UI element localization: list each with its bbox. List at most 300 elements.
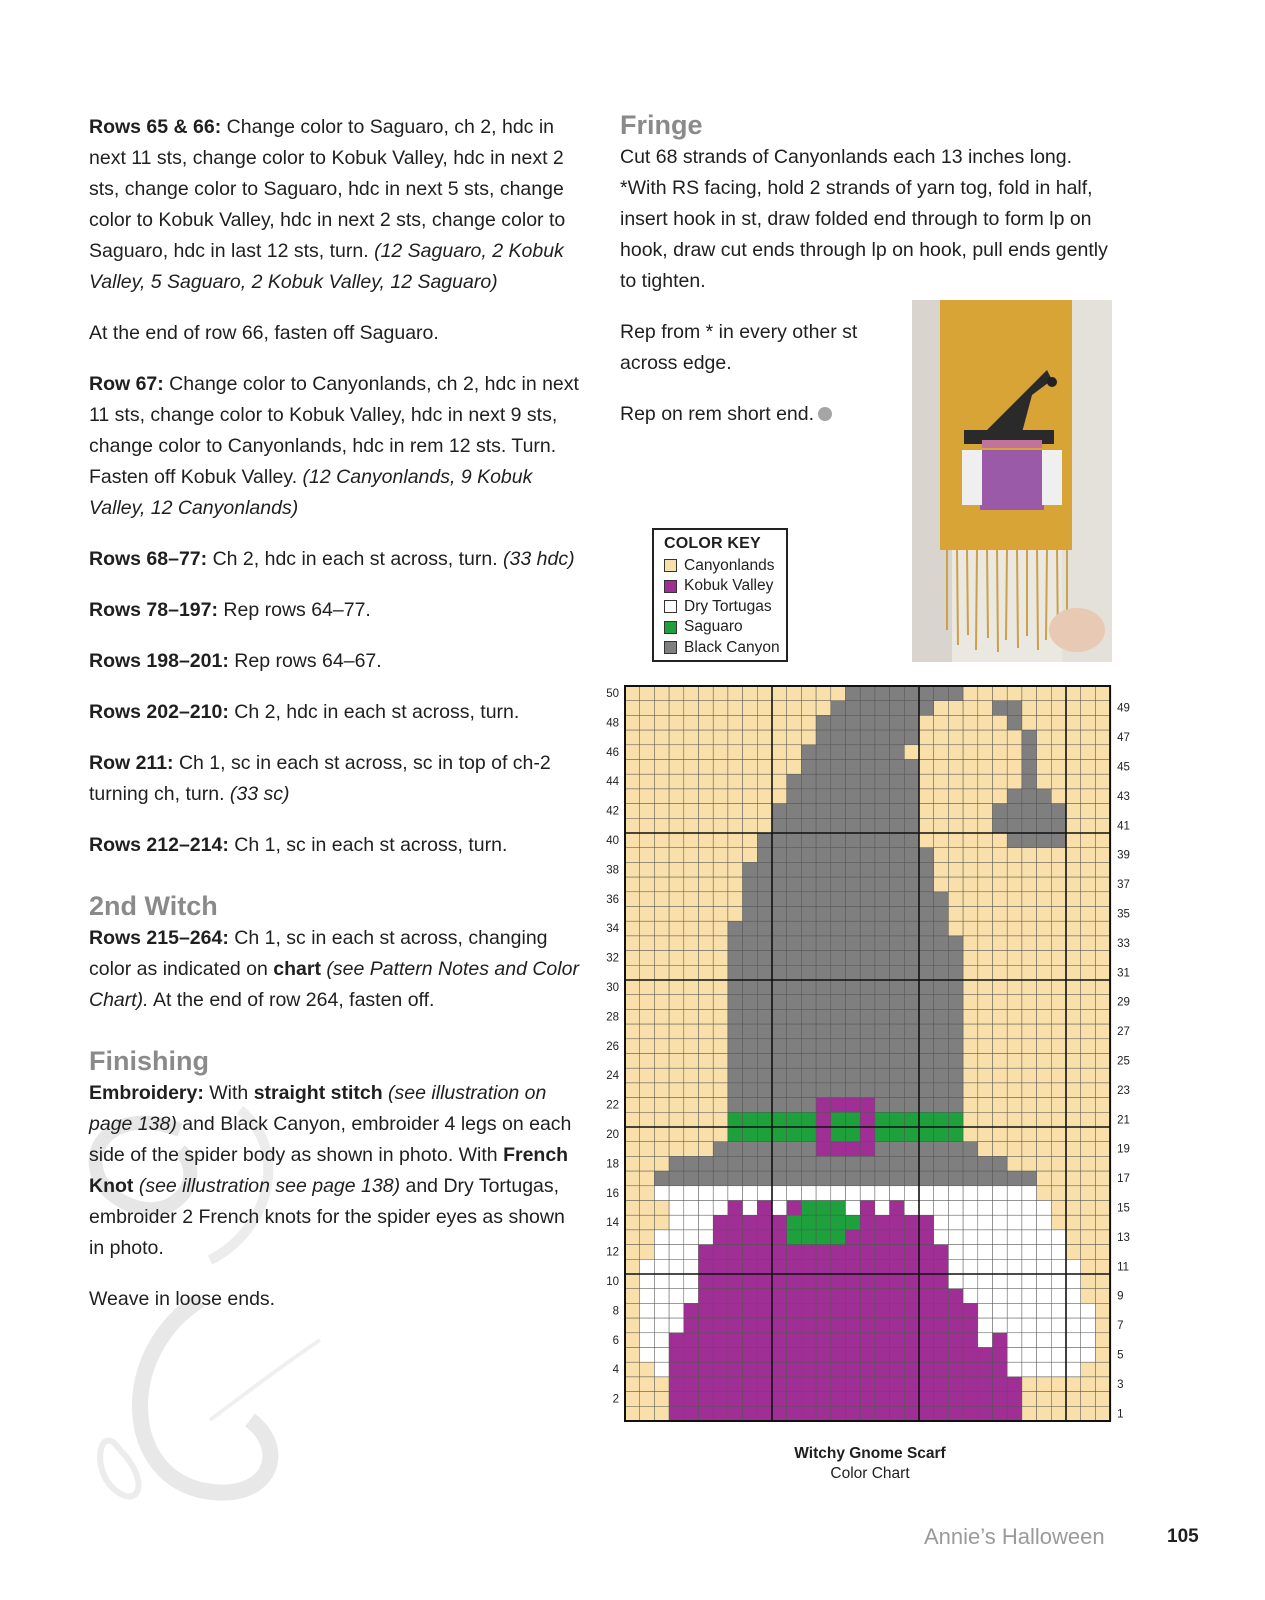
chart-cell — [699, 877, 714, 892]
chart-cell — [801, 1054, 816, 1069]
chart-cell — [757, 1303, 772, 1318]
chart-cell — [1022, 745, 1037, 760]
chart-cell — [669, 995, 684, 1010]
chart-cell — [904, 1156, 919, 1171]
chart-cell — [801, 730, 816, 745]
chart-cell — [875, 951, 890, 966]
chart-cell — [934, 1098, 949, 1113]
chart-cell — [625, 730, 640, 745]
chart-cell — [831, 1348, 846, 1363]
chart-cell — [1022, 1068, 1037, 1083]
chart-cell — [1081, 892, 1096, 907]
chart-cell — [1051, 1024, 1066, 1039]
chart-cell — [640, 862, 655, 877]
chart-cell — [640, 995, 655, 1010]
chart-cell — [1066, 848, 1081, 863]
chart-cell — [816, 1318, 831, 1333]
rows-212-214-instruction: Rows 212–214: Ch 1, sc in each st across, turn. — [89, 834, 508, 856]
chart-cell — [1095, 774, 1110, 789]
chart-cell — [934, 951, 949, 966]
chart-cell — [772, 1024, 787, 1039]
chart-row-label-left: 12 — [606, 1246, 619, 1259]
color-key-item: Saguaro — [664, 617, 786, 638]
chart-cell — [654, 1156, 669, 1171]
chart-cell — [654, 1348, 669, 1363]
chart-cell — [772, 1009, 787, 1024]
chart-cell — [890, 877, 905, 892]
chart-cell — [978, 1083, 993, 1098]
chart-cell — [816, 1215, 831, 1230]
chart-cell — [713, 1156, 728, 1171]
chart-cell — [846, 921, 861, 936]
chart-cell — [1066, 1215, 1081, 1230]
chart-cell — [978, 848, 993, 863]
chart-cell — [875, 730, 890, 745]
end-dot-icon — [818, 407, 832, 421]
chart-cell — [978, 1318, 993, 1333]
chart-cell — [1066, 1377, 1081, 1392]
chart-cell — [919, 1068, 934, 1083]
chart-cell — [1066, 921, 1081, 936]
chart-cell — [625, 1127, 640, 1142]
chart-cell — [684, 980, 699, 995]
chart-cell — [787, 804, 802, 819]
chart-cell — [1037, 1024, 1052, 1039]
chart-cell — [728, 862, 743, 877]
chart-cell — [993, 965, 1008, 980]
chart-cell — [772, 774, 787, 789]
chart-cell — [669, 715, 684, 730]
chart-cell — [699, 1156, 714, 1171]
chart-cell — [904, 818, 919, 833]
chart-cell — [1007, 789, 1022, 804]
chart-cell — [934, 907, 949, 922]
chart-cell — [728, 1348, 743, 1363]
chart-cell — [713, 833, 728, 848]
chart-cell — [625, 1039, 640, 1054]
chart-cell — [801, 892, 816, 907]
chart-cell — [1081, 995, 1096, 1010]
chart-cell — [860, 1112, 875, 1127]
chart-cell — [728, 1274, 743, 1289]
chart-cell — [699, 965, 714, 980]
chart-cell — [919, 1024, 934, 1039]
chart-cell — [963, 1289, 978, 1304]
chart-cell — [669, 1054, 684, 1069]
chart-row-label-right: 37 — [1117, 879, 1130, 892]
chart-cell — [728, 833, 743, 848]
chart-cell — [1037, 745, 1052, 760]
chart-cell — [816, 995, 831, 1010]
chart-cell — [743, 862, 758, 877]
chart-cell — [1022, 1112, 1037, 1127]
chart-cell — [1095, 1303, 1110, 1318]
chart-cell — [934, 1186, 949, 1201]
chart-cell — [787, 877, 802, 892]
chart-cell — [1007, 848, 1022, 863]
chart-cell — [684, 1318, 699, 1333]
chart-cell — [625, 951, 640, 966]
chart-cell — [787, 1348, 802, 1363]
chart-cell — [757, 1009, 772, 1024]
chart-cell — [713, 877, 728, 892]
chart-cell — [860, 862, 875, 877]
chart-cell — [1037, 818, 1052, 833]
chart-cell — [978, 1201, 993, 1216]
chart-cell — [684, 892, 699, 907]
chart-cell — [1007, 804, 1022, 819]
chart-cell — [1095, 862, 1110, 877]
chart-cell — [1037, 862, 1052, 877]
chart-cell — [654, 1201, 669, 1216]
chart-cell — [743, 995, 758, 1010]
chart-cell — [743, 936, 758, 951]
chart-cell — [1037, 1215, 1052, 1230]
chart-cell — [919, 907, 934, 922]
chart-cell — [816, 1348, 831, 1363]
chart-cell — [860, 1054, 875, 1069]
chart-cell — [816, 686, 831, 701]
chart-cell — [787, 1318, 802, 1333]
chart-cell — [831, 921, 846, 936]
chart-cell — [713, 936, 728, 951]
chart-row-label-left: 50 — [606, 688, 619, 701]
chart-cell — [919, 1054, 934, 1069]
chart-cell — [919, 1215, 934, 1230]
chart-cell — [787, 862, 802, 877]
chart-cell — [1095, 1230, 1110, 1245]
chart-cell — [728, 1362, 743, 1377]
chart-cell — [640, 1318, 655, 1333]
chart-cell — [640, 921, 655, 936]
chart-cell — [1081, 1156, 1096, 1171]
chart-cell — [1095, 921, 1110, 936]
chart-cell — [684, 1054, 699, 1069]
chart-cell — [904, 965, 919, 980]
chart-cell — [625, 1142, 640, 1157]
chart-cell — [993, 951, 1008, 966]
chart-cell — [1022, 936, 1037, 951]
chart-cell — [728, 1039, 743, 1054]
chart-cell — [948, 980, 963, 995]
chart-cell — [801, 921, 816, 936]
chart-cell — [1007, 1215, 1022, 1230]
chart-cell — [772, 1348, 787, 1363]
chart-cell — [757, 921, 772, 936]
chart-cell — [978, 951, 993, 966]
chart-cell — [904, 1127, 919, 1142]
chart-cell — [801, 1039, 816, 1054]
chart-cell — [728, 1171, 743, 1186]
chart-cell — [654, 1333, 669, 1348]
chart-cell — [743, 1215, 758, 1230]
chart-cell — [978, 1127, 993, 1142]
chart-cell — [993, 1098, 1008, 1113]
rep-short-end-note: Rep on rem short end. — [620, 399, 1110, 430]
chart-cell — [801, 1068, 816, 1083]
chart-cell — [640, 1259, 655, 1274]
chart-cell — [948, 730, 963, 745]
chart-cell — [1037, 1171, 1052, 1186]
chart-cell — [1095, 1054, 1110, 1069]
chart-cell — [801, 936, 816, 951]
chart-cell — [728, 730, 743, 745]
chart-cell — [728, 1127, 743, 1142]
chart-cell — [904, 1289, 919, 1304]
chart-cell — [846, 1171, 861, 1186]
chart-cell — [787, 995, 802, 1010]
chart-cell — [890, 730, 905, 745]
chart-cell — [1066, 1127, 1081, 1142]
chart-cell — [1007, 1098, 1022, 1113]
chart-cell — [963, 1377, 978, 1392]
chart-cell — [1081, 965, 1096, 980]
chart-cell — [846, 1348, 861, 1363]
chart-cell — [654, 1362, 669, 1377]
chart-cell — [1095, 1348, 1110, 1363]
chart-cell — [713, 995, 728, 1010]
chart-cell — [1007, 1392, 1022, 1407]
chart-cell — [1051, 1348, 1066, 1363]
chart-cell — [743, 848, 758, 863]
chart-cell — [978, 1348, 993, 1363]
chart-cell — [654, 745, 669, 760]
chart-cell — [860, 848, 875, 863]
chart-cell — [728, 1201, 743, 1216]
chart-cell — [860, 760, 875, 775]
chart-cell — [699, 789, 714, 804]
chart-cell — [919, 1142, 934, 1157]
chart-cell — [963, 1245, 978, 1260]
chart-cell — [831, 1171, 846, 1186]
chart-cell — [875, 848, 890, 863]
chart-cell — [713, 1127, 728, 1142]
chart-cell — [1037, 1333, 1052, 1348]
chart-cell — [890, 1215, 905, 1230]
chart-row-label-right: 49 — [1117, 702, 1130, 715]
chart-cell — [978, 701, 993, 716]
chart-cell — [1066, 1303, 1081, 1318]
chart-cell — [904, 1039, 919, 1054]
chart-cell — [1081, 745, 1096, 760]
chart-cell — [1051, 1377, 1066, 1392]
chart-cell — [743, 745, 758, 760]
chart-cell — [1037, 1303, 1052, 1318]
chart-cell — [1007, 892, 1022, 907]
chart-cell — [816, 965, 831, 980]
chart-cell — [875, 1245, 890, 1260]
chart-cell — [801, 1362, 816, 1377]
chart-cell — [669, 1392, 684, 1407]
chart-cell — [831, 833, 846, 848]
chart-cell — [1081, 804, 1096, 819]
chart-cell — [934, 1274, 949, 1289]
chart-cell — [713, 1333, 728, 1348]
chart-cell — [1066, 1142, 1081, 1157]
chart-cell — [757, 1259, 772, 1274]
chart-cell — [1007, 1068, 1022, 1083]
chart-cell — [846, 980, 861, 995]
chart-cell — [904, 1068, 919, 1083]
chart-cell — [699, 1083, 714, 1098]
chart-cell — [1037, 1098, 1052, 1113]
chart-cell — [890, 715, 905, 730]
chart-cell — [904, 862, 919, 877]
chart-cell — [1081, 921, 1096, 936]
chart-cell — [948, 1362, 963, 1377]
chart-cell — [801, 877, 816, 892]
chart-cell — [728, 995, 743, 1010]
chart-cell — [919, 1406, 934, 1421]
chart-cell — [816, 1230, 831, 1245]
chart-cell — [787, 1230, 802, 1245]
chart-cell — [831, 1127, 846, 1142]
chart-cell — [1007, 1201, 1022, 1216]
chart-cell — [1051, 980, 1066, 995]
chart-cell — [846, 848, 861, 863]
chart-cell — [978, 1215, 993, 1230]
chart-cell — [993, 1201, 1008, 1216]
chart-cell — [1007, 1156, 1022, 1171]
chart-cell — [1095, 936, 1110, 951]
chart-cell — [787, 1392, 802, 1407]
chart-row-label-left: 32 — [606, 952, 619, 965]
chart-cell — [772, 1171, 787, 1186]
chart-cell — [743, 1274, 758, 1289]
chart-cell — [831, 1142, 846, 1157]
chart-cell — [934, 1171, 949, 1186]
chart-cell — [713, 1068, 728, 1083]
chart-cell — [713, 789, 728, 804]
chart-cell — [846, 1068, 861, 1083]
chart-cell — [934, 1024, 949, 1039]
chart-cell — [919, 1156, 934, 1171]
chart-cell — [963, 1127, 978, 1142]
chart-cell — [904, 1230, 919, 1245]
chart-cell — [1022, 715, 1037, 730]
chart-cell — [625, 1289, 640, 1304]
chart-cell — [890, 995, 905, 1010]
chart-cell — [978, 1112, 993, 1127]
chart-cell — [684, 1039, 699, 1054]
chart-cell — [654, 760, 669, 775]
chart-cell — [831, 760, 846, 775]
chart-cell — [1007, 1333, 1022, 1348]
chart-cell — [772, 1127, 787, 1142]
chart-row-label-right: 29 — [1117, 996, 1130, 1009]
chart-cell — [904, 1215, 919, 1230]
chart-cell — [948, 1377, 963, 1392]
chart-cell — [875, 1348, 890, 1363]
chart-cell — [1022, 1259, 1037, 1274]
chart-cell — [875, 1083, 890, 1098]
chart-cell — [1007, 745, 1022, 760]
chart-cell — [1022, 1318, 1037, 1333]
chart-cell — [1022, 1098, 1037, 1113]
chart-cell — [801, 1083, 816, 1098]
chart-cell — [860, 1156, 875, 1171]
chart-cell — [831, 892, 846, 907]
chart-cell — [728, 818, 743, 833]
chart-cell — [1081, 936, 1096, 951]
chart-cell — [669, 907, 684, 922]
chart-cell — [1066, 1112, 1081, 1127]
color-key-item: Dry Tortugas — [664, 597, 786, 618]
chart-cell — [875, 1392, 890, 1407]
chart-cell — [978, 1274, 993, 1289]
chart-cell — [669, 1127, 684, 1142]
chart-cell — [757, 1083, 772, 1098]
chart-cell — [801, 760, 816, 775]
chart-cell — [963, 1333, 978, 1348]
chart-cell — [757, 1289, 772, 1304]
chart-cell — [728, 1377, 743, 1392]
chart-cell — [919, 1098, 934, 1113]
chart-cell — [831, 818, 846, 833]
chart-cell — [772, 686, 787, 701]
chart-cell — [1037, 1039, 1052, 1054]
chart-cell — [1081, 1112, 1096, 1127]
chart-cell — [963, 1083, 978, 1098]
chart-cell — [728, 701, 743, 716]
chart-cell — [1007, 818, 1022, 833]
chart-row-label-left: 30 — [606, 982, 619, 995]
chart-cell — [654, 1024, 669, 1039]
chart-cell — [816, 936, 831, 951]
chart-cell — [669, 848, 684, 863]
chart-row-label-right: 7 — [1117, 1320, 1124, 1333]
chart-cell — [669, 1024, 684, 1039]
chart-cell — [699, 1142, 714, 1157]
chart-cell — [948, 833, 963, 848]
color-swatch — [664, 621, 677, 634]
chart-cell — [978, 936, 993, 951]
chart-cell — [831, 1318, 846, 1333]
chart-cell — [772, 701, 787, 716]
chart-cell — [699, 818, 714, 833]
chart-cell — [1022, 1201, 1037, 1216]
chart-row-label-left: 44 — [606, 776, 619, 789]
chart-cell — [669, 1230, 684, 1245]
chart-cell — [787, 1171, 802, 1186]
chart-cell — [993, 1215, 1008, 1230]
chart-cell — [699, 1377, 714, 1392]
chart-cell — [816, 1377, 831, 1392]
chart-cell — [1066, 1259, 1081, 1274]
chart-cell — [801, 1186, 816, 1201]
chart-cell — [963, 686, 978, 701]
chart-cell — [1037, 1112, 1052, 1127]
chart-cell — [743, 1362, 758, 1377]
chart-cell — [860, 1083, 875, 1098]
chart-cell — [654, 1318, 669, 1333]
chart-cell — [1051, 1156, 1066, 1171]
chart-cell — [1095, 833, 1110, 848]
chart-cell — [890, 848, 905, 863]
chart-cell — [684, 730, 699, 745]
chart-cell — [1081, 1171, 1096, 1186]
chart-cell — [1066, 833, 1081, 848]
chart-cell — [934, 965, 949, 980]
chart-cell — [728, 1406, 743, 1421]
chart-cell — [831, 877, 846, 892]
chart-cell — [1081, 818, 1096, 833]
chart-cell — [1051, 892, 1066, 907]
chart-cell — [963, 715, 978, 730]
chart-cell — [625, 1406, 640, 1421]
chart-cell — [1037, 1362, 1052, 1377]
chart-cell — [713, 921, 728, 936]
